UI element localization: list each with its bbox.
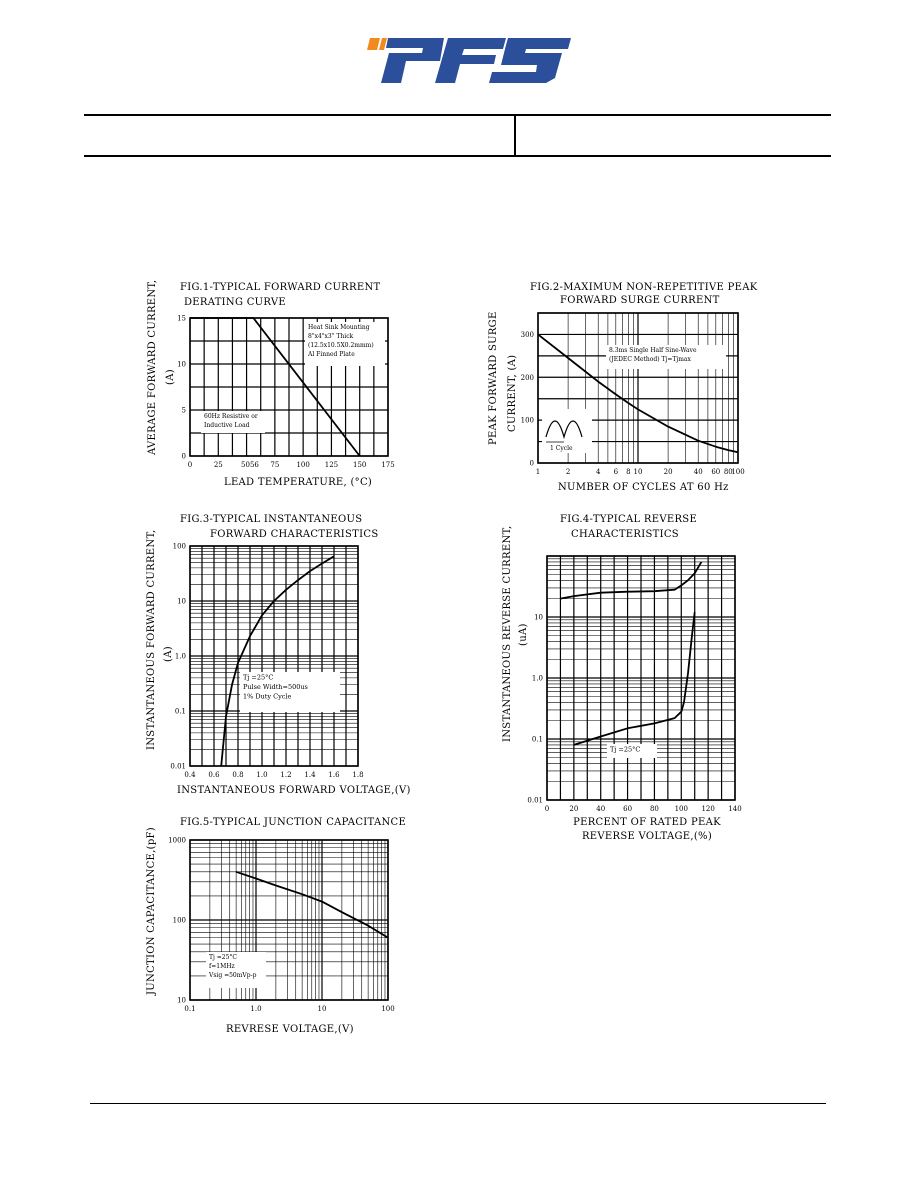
fig2-xtick-6: 20 xyxy=(663,468,673,476)
fig5-ylabel-line1: JUNCTION CAPACITANCE,(pF) xyxy=(146,827,157,995)
fig3-annotation-conditions-line-2: 1% Duty Cycle xyxy=(243,692,292,701)
fig1-ytick-2: 10 xyxy=(177,360,186,369)
fig3-xtick-4: 1.2 xyxy=(280,771,292,779)
fig2-xtick-2: 4 xyxy=(595,468,601,476)
fig1-xtick-3: 75 xyxy=(270,461,280,469)
fig3-xlabel: INSTANTANEOUS FORWARD VOLTAGE,(V) xyxy=(177,785,411,796)
fig3-title-line2: FORWARD CHARACTERISTICS xyxy=(210,529,379,540)
fig1-xtick-1: 25 xyxy=(213,461,223,469)
fig5-chart xyxy=(160,832,400,1020)
fig3-chart xyxy=(160,538,375,780)
fig4-annotation-temp-line-0: Tj =25°C xyxy=(610,745,641,754)
fig1-annotation-heatsink-line-1: 8"x4"x3" Thick xyxy=(308,333,354,340)
fig2-xtick-0: 1 xyxy=(535,468,541,476)
fig5-annotation-conditions-line-2: Vsig =50mVp-p xyxy=(209,972,257,979)
fig1-annotation-load-line-1: Inductive Load xyxy=(204,422,250,429)
fig4-xtick-3: 60 xyxy=(623,805,633,813)
fig3-ytick-3: 10 xyxy=(177,597,186,606)
fig3-ytick-1: 0.1 xyxy=(174,707,186,716)
fig3-ylabel-line2: (A) xyxy=(163,646,174,662)
fig4-ytick-3: 10 xyxy=(534,613,543,622)
fig4-xtick-7: 140 xyxy=(728,805,742,813)
fig2-xlabel: NUMBER OF CYCLES AT 60 Hz xyxy=(558,482,729,493)
fig3-title-line1: FIG.3-TYPICAL INSTANTANEOUS xyxy=(180,514,363,525)
fig1-xtick-4: 100 xyxy=(296,461,310,469)
fig4-title-line2: CHARACTERISTICS xyxy=(571,529,679,540)
fig2-ylabel-line1: PEAK FORWARD SURGE xyxy=(488,311,499,445)
fig4-ytick-0: 0.01 xyxy=(527,796,543,805)
fig3-annotation-conditions-line-0: Tj =25°C xyxy=(243,673,274,682)
fig2-ylabel-line2: CURRENT, (A) xyxy=(507,354,518,432)
fig2-ytick-3: 300 xyxy=(520,330,534,339)
fig2-ytick-0: 0 xyxy=(529,459,534,468)
footer-rule xyxy=(90,1103,826,1104)
pfs-logo xyxy=(356,33,576,85)
fig3-xtick-3: 1.0 xyxy=(256,771,268,779)
fig1-chart xyxy=(160,310,400,475)
fig2-annotation-method-line-1: (JEDEC Method) Tj=Tjmax xyxy=(609,356,691,363)
fig4-ytick-2: 1.0 xyxy=(531,674,543,683)
fig1-ytick-0: 0 xyxy=(181,452,186,461)
fig5-xlabel: REVRESE VOLTAGE,(V) xyxy=(226,1024,354,1035)
fig3-xtick-7: 1.8 xyxy=(352,771,364,779)
fig1-xtick-6: 150 xyxy=(353,461,367,469)
fig2-xtick-4: 8 xyxy=(626,468,631,476)
fig2-ytick-1: 100 xyxy=(520,416,534,425)
fig1-title-line1: FIG.1-TYPICAL FORWARD CURRENT xyxy=(180,282,381,293)
fig3-ytick-4: 100 xyxy=(172,542,186,551)
fig2-xtick-3: 6 xyxy=(613,468,619,476)
fig2-xtick-5: 10 xyxy=(633,468,643,476)
header-bottom-rule xyxy=(84,155,831,157)
fig3-ylabel-line1: INSTANTANEOUS FORWARD CURRENT, xyxy=(146,529,157,750)
fig1-ylabel-line2: (A) xyxy=(165,369,176,385)
fig1-annotation-heatsink-line-0: Heat Sink Mounting xyxy=(308,324,370,331)
fig2-chart xyxy=(510,305,760,475)
fig1-xlabel: LEAD TEMPERATURE, (°C) xyxy=(224,477,373,488)
fig4-xtick-0: 0 xyxy=(544,805,550,813)
fig4-ylabel-line2: (uA) xyxy=(518,623,529,646)
fig4-ylabel-line1: INSTANTANEOUS REVERSE CURRENT, xyxy=(502,525,513,742)
fig3-ytick-2: 1.0 xyxy=(174,652,186,661)
fig4-xtick-6: 120 xyxy=(701,805,715,813)
fig2-ytick-2: 200 xyxy=(520,373,534,382)
fig4-xlabel-line2: REVERSE VOLTAGE,(%) xyxy=(581,831,713,842)
fig2-xtick-1: 2 xyxy=(565,468,571,476)
fig3-xtick-1: 0.6 xyxy=(208,771,220,779)
fig5-title-line1: FIG.5-TYPICAL JUNCTION CAPACITANCE xyxy=(180,817,407,828)
fig5-xtick-3: 100 xyxy=(381,1005,395,1013)
fig2-annotation-method-line-0: 8.3ms Single Half Sine-Wave xyxy=(609,347,697,354)
fig2-xtick-9: 80 xyxy=(723,468,733,476)
fig2-title-line2: FORWARD SURGE CURRENT xyxy=(560,295,720,306)
fig2-xtick-10: 100 xyxy=(731,468,745,476)
fig4-xlabel-line1: PERCENT OF RATED PEAK xyxy=(573,817,721,828)
fig5-ytick-1: 100 xyxy=(172,916,186,925)
fig5-ytick-0: 10 xyxy=(177,996,186,1005)
fig3-xtick-2: 0.8 xyxy=(232,771,244,779)
fig1-xtick-5: 125 xyxy=(324,461,339,469)
fig1-annotation-load-line-0: 60Hz Resistive or xyxy=(204,413,258,420)
fig5-xtick-0: 0.1 xyxy=(184,1005,196,1013)
header-divider xyxy=(514,114,516,157)
logo-orange-marks xyxy=(367,38,387,50)
fig1-xtick-7: 175 xyxy=(381,461,395,469)
fig1-annotation-heatsink-line-2: (12.5x10.5X0.2mmm) xyxy=(308,342,374,349)
fig1-title-line2: DERATING CURVE xyxy=(183,297,287,308)
fig2-cycle-sketch-label: 1 Cycle xyxy=(550,445,573,452)
fig3-ytick-0: 0.01 xyxy=(170,762,186,771)
fig4-xtick-5: 100 xyxy=(674,805,688,813)
fig3-annotation-conditions-line-1: Pulse Width=500us xyxy=(243,683,308,691)
fig2-title-line1: FIG.2-MAXIMUM NON-REPETITIVE PEAK xyxy=(530,282,758,293)
fig1-ytick-1: 5 xyxy=(181,406,186,415)
header-top-rule xyxy=(84,114,831,116)
fig5-xtick-2: 10 xyxy=(317,1005,327,1013)
fig4-ytick-1: 0.1 xyxy=(531,735,543,744)
fig1-xtick-2: 5056 xyxy=(241,461,259,469)
fig1-annotation-heatsink-line-3: Al Finned Plate xyxy=(308,351,355,358)
fig3-xtick-6: 1.6 xyxy=(328,771,340,779)
fig4-xtick-2: 40 xyxy=(596,805,606,813)
fig3-xtick-5: 1.4 xyxy=(304,771,316,779)
fig5-annotation-conditions-line-1: f=1MHz xyxy=(209,963,235,970)
fig1-ytick-3: 15 xyxy=(177,314,186,323)
fig4-chart xyxy=(525,548,750,813)
fig5-xtick-1: 1.0 xyxy=(250,1005,262,1013)
fig2-xtick-7: 40 xyxy=(693,468,703,476)
fig3-xtick-0: 0.4 xyxy=(184,771,196,779)
fig5-ytick-2: 1000 xyxy=(168,836,186,845)
logo-letters xyxy=(381,38,571,83)
fig4-xtick-4: 80 xyxy=(649,805,659,813)
fig5-annotation-conditions-line-0: Tj =25°C xyxy=(209,954,238,961)
fig1-ylabel-line1: AVERAGE FORWARD CURRENT, xyxy=(147,279,158,455)
fig1-xtick-0: 0 xyxy=(187,461,193,469)
fig4-title-line1: FIG.4-TYPICAL REVERSE xyxy=(560,514,698,525)
fig2-xtick-8: 60 xyxy=(711,468,721,476)
fig4-xtick-1: 20 xyxy=(569,805,579,813)
